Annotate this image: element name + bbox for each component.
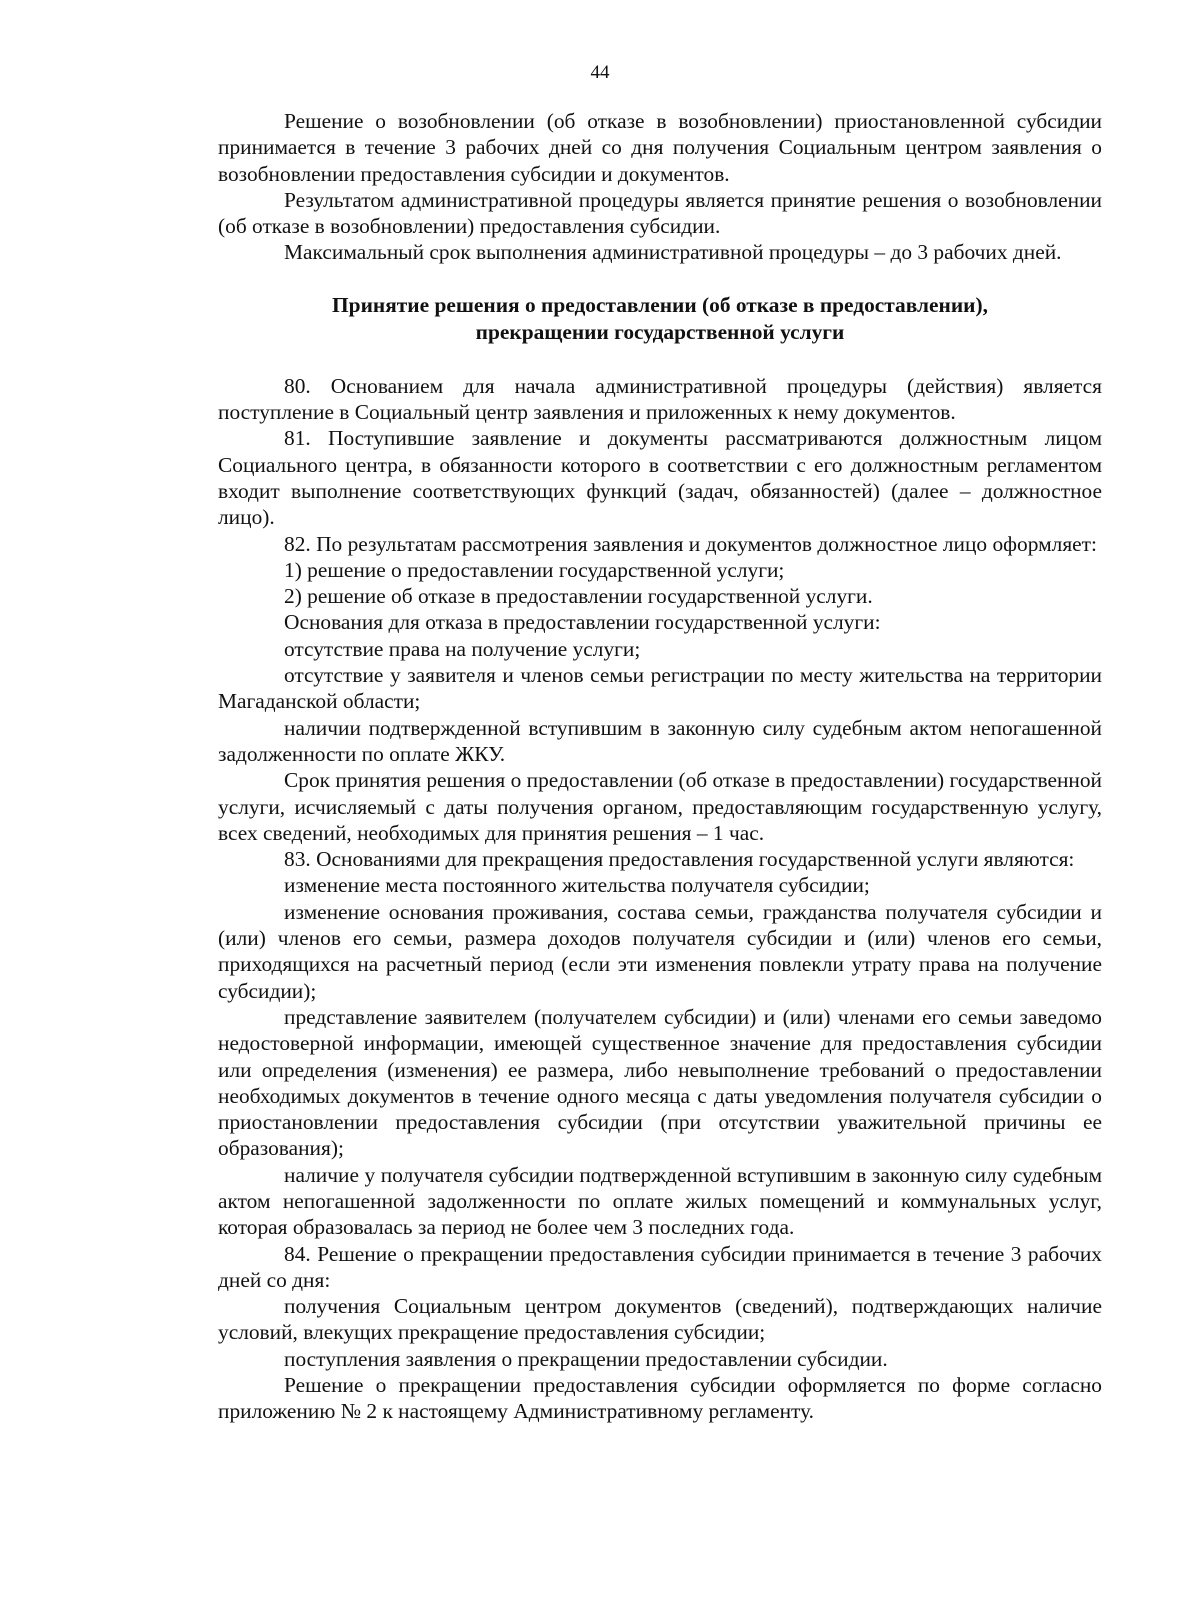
list-item: наличие у получателя субсидии подтвержденной вступившим в законную силу судебным актом непогашенной задолженности по оплате жилых помещений и коммунальных услуг, которая образовалась за период не более чем 3 последних года. [218, 1162, 1102, 1240]
list-item: представление заявителем (получателем субсидии) и (или) членами его семьи заведомо недостоверной информации, имеющей существенное значение для предоставления субсидии или определения (изменения) ее размера, либо невыполнение требований о предоставлении необходимых документов в течение одного месяца с даты уведомления получателя субсидии о приостановлении предоставления субсидии (при отсутствии уважительной причины ее образования); [218, 1004, 1102, 1161]
page-number: 44 [590, 62, 610, 83]
paragraph: Максимальный срок выполнения административной процедуры – до 3 рабочих дней. [284, 240, 1062, 265]
list-item: отсутствие права на получение услуги; [284, 636, 641, 661]
paragraph-82: 82. По результатам рассмотрения заявления и документов должностное лицо оформляет: [284, 531, 1097, 556]
paragraph: Решение о возобновлении (об отказе в возобновлении) приостановленной субсидии принимается в течение 3 рабочих дней со дня получения Социальным центром заявления о возобновлении предоставления субсидии и документов. [218, 109, 1102, 186]
section-heading-line: прекращении государственной услуги [475, 319, 845, 344]
document-body [218, 108, 1102, 1425]
list-item: получения Социальным центром документов (сведений), подтверждающих наличие условий, влекущих прекращение предоставления субсидии; [218, 1294, 1102, 1345]
paragraph: Результатом административной процедуры является принятие решения о возобновлении (об отказе в возобновлении) предоставления субсидии. [218, 187, 1102, 239]
paragraph: Основания для отказа в предоставлении государственной услуги: [284, 610, 881, 635]
list-item: поступления заявления о прекращении предоставлении субсидии. [284, 1346, 888, 1371]
list-item: наличии подтвержденной вступившим в законную силу судебным актом непогашенной задолженности по оплате ЖКУ. [218, 715, 1102, 766]
paragraph-81: 81. Поступившие заявление и документы рассматриваются должностным лицом Социального центра, в обязанности которого в соответствии с его должностным регламентом входит выполнение соответствующих функций (задач, обязанностей) (далее – должностное лицо). [218, 426, 1102, 530]
list-item: изменение основания проживания, состава семьи, гражданства получателя субсидии и (или) членов его семьи, размера доходов получателя субсидии и (или) членов его семьи, приходящихся на расчетный период (если эти изменения повлекли утрату права на получение субсидии); [218, 899, 1102, 1003]
paragraph-80: 80. Основанием для начала административной процедуры (действия) является поступление в Социальный центр заявления и приложенных к нему документов. [218, 373, 1102, 425]
paragraph: Срок принятия решения о предоставлении (об отказе в предоставлении) государственной услуги, исчисляемый с даты получения органом, предоставляющим государственную услугу, всех сведений, необходимых для принятия решения – 1 час. [218, 768, 1102, 845]
paragraph-83: 83. Основаниями для прекращения предоставления государственной услуги являются: [284, 847, 1075, 872]
list-item: изменение места постоянного жительства получателя субсидии; [284, 873, 870, 898]
list-item: 2) решение об отказе в предоставлении государственной услуги. [284, 584, 873, 609]
list-item: 1) решение о предоставлении государственной услуги; [284, 557, 785, 582]
list-item: отсутствие у заявителя и членов семьи регистрации по месту жительства на территории Магаданской области; [218, 663, 1102, 714]
paragraph-84: 84. Решение о прекращении предоставления субсидии принимается в течение 3 рабочих дней со дня: [218, 1241, 1102, 1292]
section-heading-line: Принятие решения о предоставлении (об отказе в предоставлении), [332, 292, 988, 317]
section-heading [218, 292, 1102, 346]
paragraph: Решение о прекращении предоставления субсидии оформляется по форме согласно приложению № 2 к настоящему Административному регламенту. [218, 1373, 1102, 1424]
